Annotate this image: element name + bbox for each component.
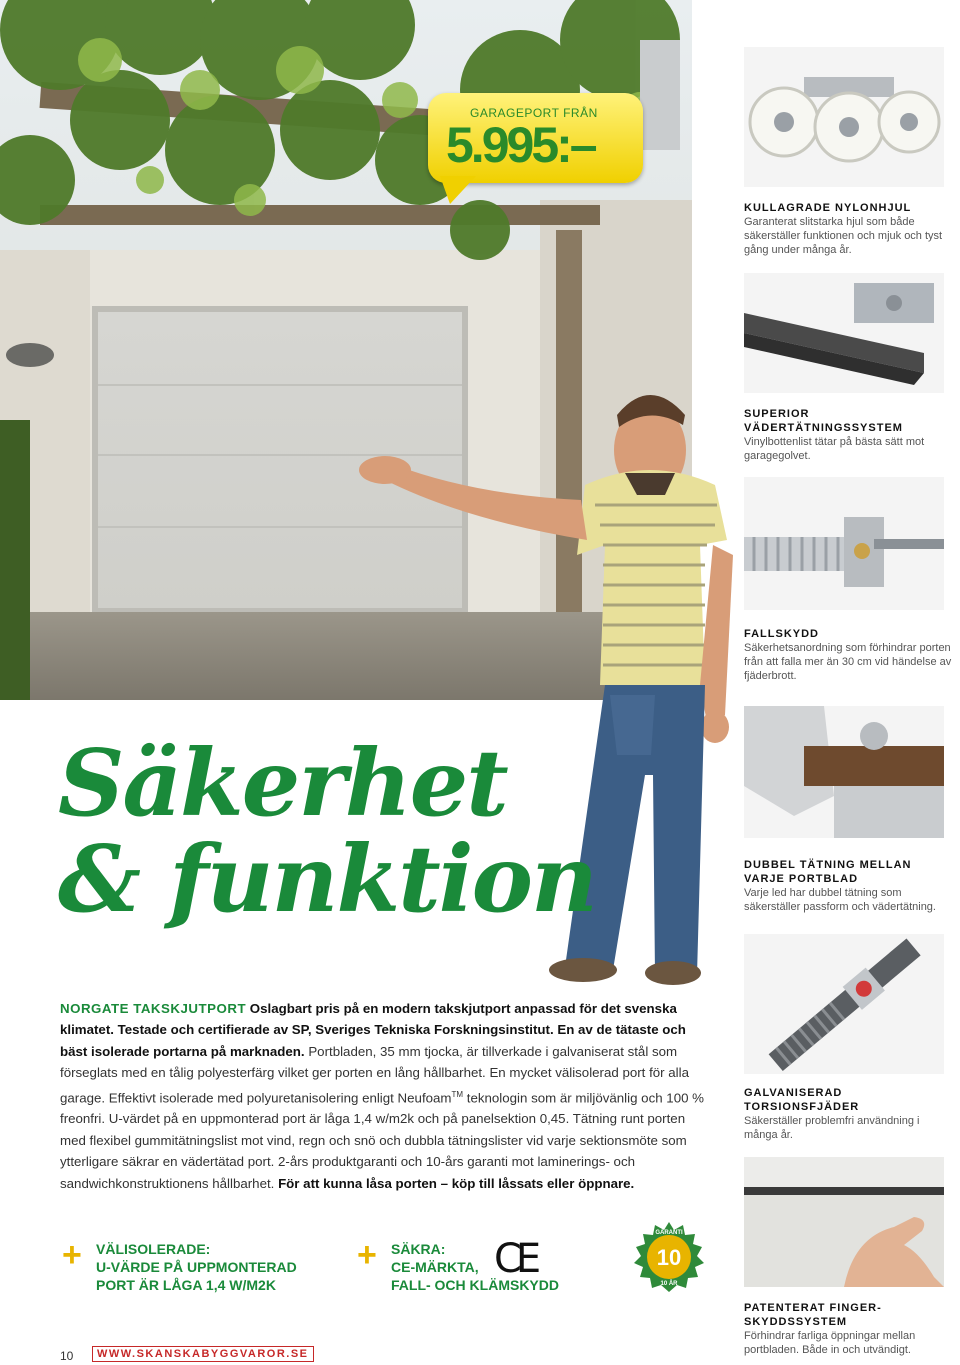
- feature-image-double-seal: [744, 706, 944, 838]
- ce-mark-icon: CE: [494, 1236, 536, 1282]
- guarantee-seal-icon: [634, 1222, 704, 1292]
- body-text-part1: Portbladen, 35 mm tjocka, är tillverkade i galvaniserat stål som förseglats med en tålig polyesterfärg vilket ger porten en lång hållbarhet. En mycket välisolerad port för alla garage. Effektivt isolerade med polyuretanisolering enligt Neufoam: [60, 1043, 689, 1106]
- page-number: 10: [60, 1349, 74, 1363]
- feature-description: Säkerställer problemfri användning i många år.: [744, 1115, 920, 1141]
- feature-weather-seal: [744, 407, 954, 463]
- feature-title: PATENTERAT FINGER-SKYDDSSYSTEM: [744, 1302, 882, 1328]
- feature-description: Varje led har dubbel tätning som säkerställer passform och vädertätning.: [744, 887, 936, 913]
- callout-line: FALL- OCH KLÄMSKYDD: [391, 1277, 559, 1293]
- feature-description: Garanterat slitstarka hjul som både säkerställer funktionen och mjuk och tyst gång under många år.: [744, 216, 943, 256]
- script-heading: [58, 729, 596, 933]
- feature-description: Förhindrar farliga öppningar mellan portbladen. Både in och utvändigt.: [744, 1330, 916, 1356]
- feature-description: Säkerhetsanordning som förhindrar porten från att falla mer än 30 cm vid händelse av fjäderbrott.: [744, 642, 952, 682]
- guarantee-bottom-text: 10 ÅR: [660, 1281, 678, 1287]
- closing-bold: För att kunna låsa porten – köp till låssats eller öppnare.: [278, 1175, 635, 1191]
- feature-image-torsion-spring: [744, 934, 944, 1074]
- feature-image-fall-protection: [744, 477, 944, 610]
- feature-image-weather-seal: [744, 273, 944, 393]
- price-value: 5.995:–: [446, 117, 595, 173]
- feature-torsion-spring: [744, 1086, 954, 1142]
- feature-title: GALVANISERAD TORSIONSFJÄDER: [744, 1087, 860, 1113]
- plus-icon: +: [357, 1236, 377, 1274]
- callout-line: SÄKRA:: [391, 1241, 446, 1257]
- feature-title: DUBBEL TÄTNING MELLAN VARJE PORTBLAD: [744, 859, 912, 885]
- body-text-part2: teknologin som är miljövänlig och 100 % freonfri. U-värdet på en uppmonterad port är låga 1,4 w/m2k och på panelsektion 0,45. Tätning runt porten med flexibel gummitätningslist mot vind, regn och snö och dubbla tätningslister vid varje sektionsmöte som ytterligare säkrar en vädertätad port. 2-års produktgaranti och 10-års garanti mot laminerings- och sandwichkonstruktionens hållbarhet.: [60, 1090, 705, 1191]
- feature-title: SUPERIOR VÄDERTÄTNINGSSYSTEM: [744, 408, 903, 434]
- feature-description: Vinylbottenlist tätar på bästa sätt mot garagegolvet.: [744, 436, 925, 462]
- callout-line: U-VÄRDE PÅ UPPMONTERAD: [96, 1259, 297, 1275]
- feature-image-finger-protection: [744, 1157, 944, 1287]
- callout-line: PORT ÄR LÅGA 1,4 W/M2K: [96, 1277, 276, 1293]
- website-link[interactable]: WWW.SKANSKABYGGVAROR.SE: [92, 1346, 314, 1362]
- script-heading-line2: & funktion: [58, 825, 596, 933]
- feature-double-seal: [744, 858, 954, 914]
- intro-bold: Oslagbart pris på en modern takskjutport anpassad för det svenska klimatet. Testade och certifierade av SP, Sveriges Tekniska Forskningsinstitut. En av de tätaste och bäst isolerade portarna på marknaden.: [60, 1001, 686, 1059]
- feature-finger-protection: [744, 1301, 954, 1357]
- callout-line: CE-MÄRKTA,: [391, 1259, 479, 1275]
- body-paragraph: [60, 998, 712, 1194]
- feature-title: FALLSKYDD: [744, 628, 819, 640]
- trademark: TM: [451, 1089, 464, 1099]
- guarantee-top-text: GARANTI: [655, 1230, 683, 1236]
- feature-title: KULLAGRADE NYLONHJUL: [744, 202, 912, 214]
- callout-line: VÄLISOLERADE:: [96, 1241, 211, 1257]
- price-badge-tail: [440, 176, 476, 204]
- callout-text: [96, 1240, 297, 1294]
- plus-icon: +: [62, 1236, 82, 1274]
- feature-nylon-wheels: [744, 201, 954, 257]
- price-label: GARAGEPORT FRÅN: [470, 106, 598, 120]
- script-heading-line1: Säkerhet: [58, 729, 507, 837]
- product-name: NORGATE TAKSKJUTPORT: [60, 1001, 247, 1016]
- feature-image-nylon-wheels: [744, 47, 944, 187]
- guarantee-number: 10: [656, 1245, 682, 1270]
- feature-fall-protection: [744, 627, 954, 683]
